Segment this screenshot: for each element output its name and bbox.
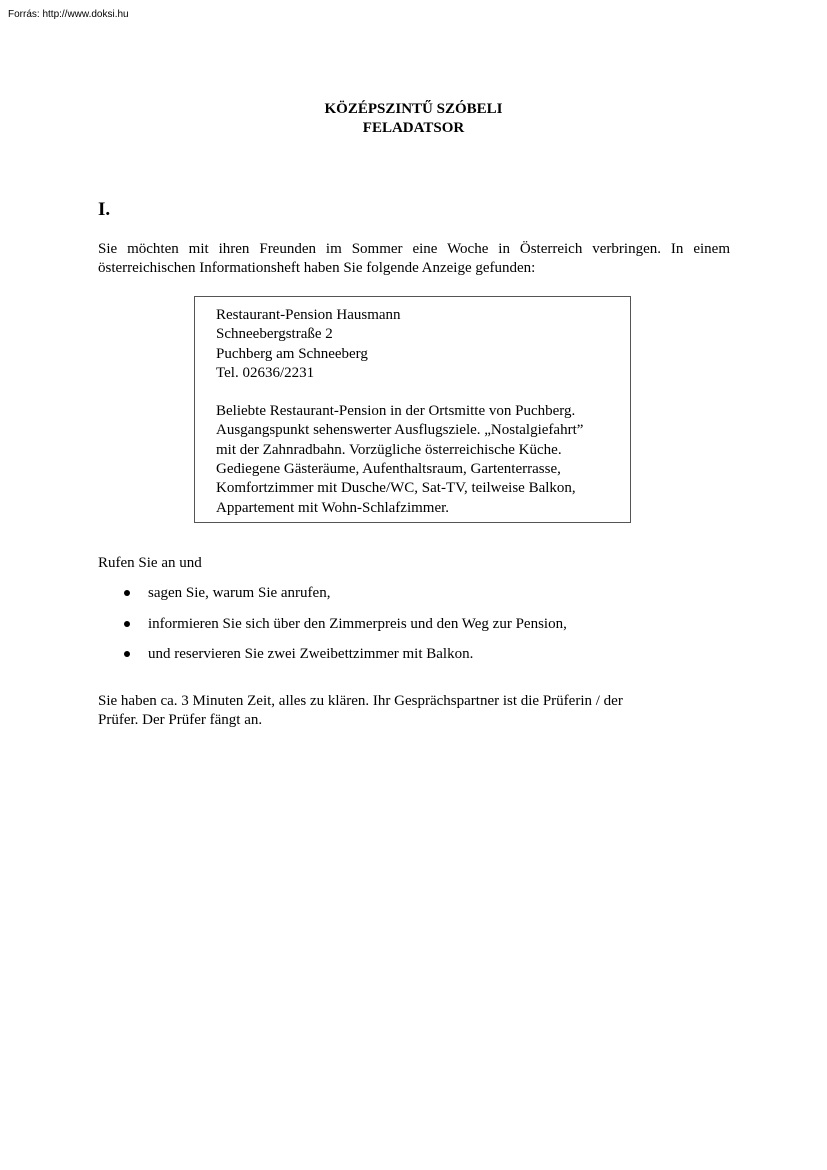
bullet-icon [124,651,130,657]
task-item [98,645,567,676]
closing-paragraph [98,692,623,730]
bullet-icon [124,621,130,627]
ad-description-line: Appartement mit Wohn-Schlafzimmer. [216,499,450,516]
closing-line-2: Prüfer. Der Prüfer fängt an. [98,712,263,728]
task-text: informieren Sie sich über den Zimmerpreis und den Weg zur Pension, [148,615,567,632]
task-text: und reservieren Sie zwei Zweibettzimmer mit Balkon. [148,646,474,662]
advertisement-box [194,296,631,523]
section-heading: I. [98,199,111,220]
page-title [0,100,827,138]
ad-description-line: Komfortzimmer mit Dusche/WC, Sat-TV, teilweise Balkon, [216,480,576,497]
ad-description-line: Ausgangspunkt sehenswerter Ausflugsziele. „Nostalgiefahrt” [216,422,584,439]
ad-description-line: mit der Zahnradbahn. Vorzügliche österreichische Küche. [216,441,562,458]
ad-address-line: Restaurant-Pension Hausmann [216,307,401,323]
intro-line-1: Sie möchten mit ihren Freunden im Sommer eine Woche in Österreich verbringen. In einem [98,241,730,257]
ad-description-line: Gediegene Gästeräume, Aufenthaltsraum, Gartenterrasse, [216,461,561,478]
closing-line-1: Sie haben ca. 3 Minuten Zeit, alles zu klären. Ihr Gesprächspartner ist die Prüferin / der [98,693,623,709]
ad-address-line: Puchberg am Schneeberg [216,345,368,362]
title-line-1: KÖZÉPSZINTŰ SZÓBELI [324,101,503,117]
ad-address-line: Schneebergstraße 2 [216,326,333,343]
ad-address-line: Tel. 02636/2231 [216,364,315,381]
source-label: Forrás: http://www.doksi.hu [8,9,129,20]
intro-line-2: österreichischen Informationsheft haben Sie folgende Anzeige gefunden: [98,260,536,276]
task-text: sagen Sie, warum Sie anrufen, [148,585,331,601]
call-instruction: Rufen Sie an und [98,555,202,571]
ad-description-line: Beliebte Restaurant-Pension in der Ortsmitte von Puchberg. [216,403,576,420]
bullet-icon [124,590,130,596]
ad-spacer [216,383,583,402]
advertisement-text [216,306,583,518]
task-item [98,615,567,646]
intro-paragraph [98,240,730,278]
task-list [98,584,567,676]
title-line-2: FELADATSOR [362,120,465,136]
task-item [98,584,567,615]
